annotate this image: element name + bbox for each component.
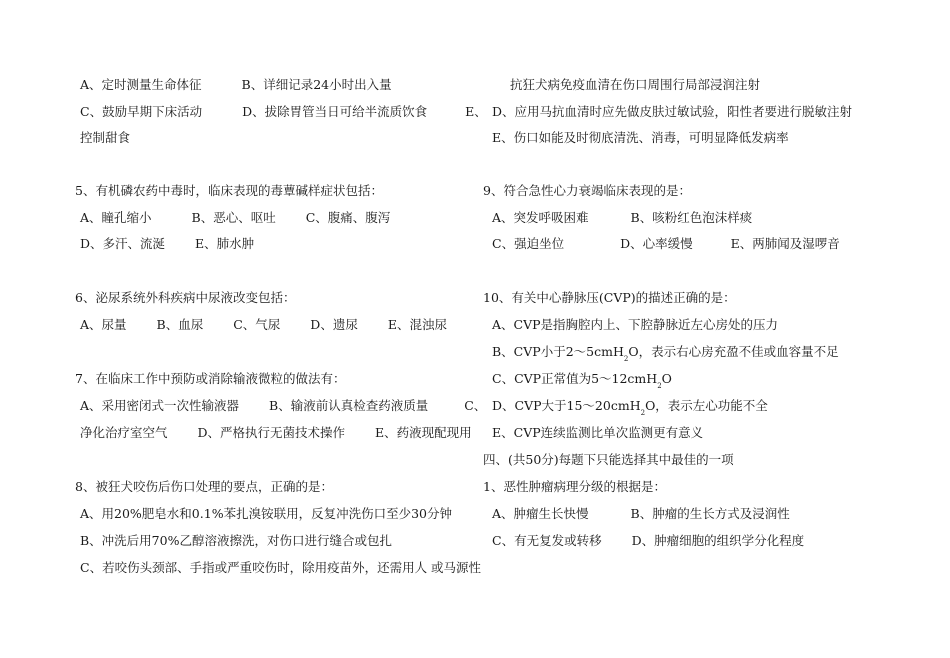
q6-option-a: A、尿量 xyxy=(80,317,127,332)
q9-stem: 9、符合急性心力衰竭临床表现的是： xyxy=(483,183,691,198)
q6-option-c: C、气尿 xyxy=(233,317,281,332)
q7-option-c: C、 xyxy=(464,398,487,413)
s4-q1-option-b: B、肿瘤的生长方式及浸润性 xyxy=(630,506,790,521)
q8-option-e: E、伤口如能及时彻底清洗、消毒，可明显降低发病率 xyxy=(492,130,789,145)
q9-options-row1 xyxy=(492,210,752,226)
q5-options-row2 xyxy=(80,236,254,252)
q6-option-b: B、血尿 xyxy=(156,317,204,332)
q5-options-row1 xyxy=(80,210,390,226)
q9-option-e: E、两肺闻及湿啰音 xyxy=(730,236,840,251)
q7-options-row2 xyxy=(80,425,472,441)
q4-option-b: B、详细记录24小时出入量 xyxy=(241,77,392,92)
q10-option-c-text-end: O xyxy=(661,371,672,386)
q4-option-a: A、定时测量生命体征 xyxy=(80,77,202,92)
q5-option-b: B、恶心、呕吐 xyxy=(191,210,276,225)
q8-option-d: D、应用马抗血清时应先做皮肤过敏试验，阳性者要进行脱敏注射 xyxy=(492,104,853,119)
q8-option-b: B、冲洗后用70%乙醇溶液擦洗，对伤口进行缝合或包扎 xyxy=(80,533,392,548)
s4-q1-options-row1 xyxy=(492,506,790,522)
q8-option-c-cont: 抗狂犬病免疫血清在伤口周围行局部浸润注射 xyxy=(510,77,761,92)
q7-stem: 7、在临床工作中预防或消除输液微粒的做法有： xyxy=(75,371,346,386)
q6-stem: 6、泌尿系统外科疾病中尿液改变包括： xyxy=(75,290,296,305)
q10-option-b-subscript: 2 xyxy=(623,355,629,363)
q10-option-c-text: C、CVP正常值为5～12cmH xyxy=(492,371,658,386)
q6-option-d: D、遗尿 xyxy=(310,317,358,332)
q10-option-b xyxy=(492,344,839,362)
s4-q1-stem: 1、恶性肿瘤病理分级的根据是： xyxy=(483,479,666,494)
s4-q1-option-d: D、肿瘤细胞的组织学分化程度 xyxy=(631,533,805,548)
q8-option-a: A、用20%肥皂水和0.1%苯扎溴铵联用，反复冲洗伤口至少30分钟 xyxy=(80,506,452,521)
q9-option-d: D、心率缓慢 xyxy=(620,236,693,251)
q4-option-d: D、拔除胃管当日可给半流质饮食 xyxy=(242,104,428,119)
q10-option-c xyxy=(492,371,672,389)
q8-option-c: C、若咬伤头颈部、手指或严重咬伤时，除用疫苗外，还需用人 或马源性 xyxy=(80,560,482,575)
q10-option-b-text-end: O，表示右心房充盈不佳或血容量不足 xyxy=(628,344,839,359)
q6-option-e: E、混浊尿 xyxy=(387,317,447,332)
q10-option-c-subscript: 2 xyxy=(657,382,662,390)
q7-option-a: A、采用密闭式一次性输液器 xyxy=(80,398,240,413)
q4-option-e-cont: 控制甜食 xyxy=(80,130,131,145)
q4-options-row2 xyxy=(80,104,487,120)
q6-options xyxy=(80,317,447,333)
q10-option-a: A、CVP是指胸腔内上、下腔静脉近左心房处的压力 xyxy=(492,317,779,332)
q4-options-row1 xyxy=(80,77,392,93)
q7-options-row1 xyxy=(80,398,486,414)
q4-option-c: C、鼓励早期下床活动 xyxy=(80,104,203,119)
q5-option-d: D、多汗、流涎 xyxy=(80,236,166,251)
q10-option-d-text: D、CVP大于15～20cmH xyxy=(492,398,641,413)
q9-option-c: C、强迫坐位 xyxy=(492,236,565,251)
q9-option-b: B、咳粉红色泡沫样痰 xyxy=(630,210,753,225)
q4-option-e: E、 xyxy=(465,104,487,119)
q10-option-b-text: B、CVP小于2～5cmH xyxy=(492,344,624,359)
q10-option-e: E、CVP连续监测比单次监测更有意义 xyxy=(492,425,704,440)
q5-option-a: A、瞳孔缩小 xyxy=(80,210,152,225)
q8-stem: 8、被狂犬咬伤后伤口处理的要点，正确的是： xyxy=(75,479,333,494)
q5-option-c: C、腹痛、腹泻 xyxy=(305,210,391,225)
q5-option-e: E、肺水肿 xyxy=(195,236,255,251)
section-four-heading: 四、(共50分)每题下只能选择其中最佳的一项 xyxy=(483,452,734,467)
q7-option-c-cont: 净化治疗室空气 xyxy=(80,425,168,440)
s4-q1-options-row2 xyxy=(492,533,804,549)
q7-option-b: B、输液前认真检查药液质量 xyxy=(269,398,429,413)
s4-q1-option-a: A、肿瘤生长快慢 xyxy=(492,506,589,521)
q7-option-e: E、药液现配现用 xyxy=(375,425,472,440)
q10-stem: 10、有关中心静脉压(CVP)的描述正确的是： xyxy=(483,290,736,305)
s4-q1-option-c: C、有无复发或转移 xyxy=(492,533,602,548)
q9-option-a: A、突发呼吸困难 xyxy=(492,210,589,225)
q7-option-d: D、严格执行无菌技术操作 xyxy=(197,425,346,440)
q10-option-d xyxy=(492,398,768,416)
q5-stem: 5、有机磷农药中毒时，临床表现的毒蕈碱样症状包括： xyxy=(75,183,383,198)
q10-option-d-subscript: 2 xyxy=(640,409,646,417)
q9-options-row2 xyxy=(492,236,840,252)
q10-option-d-text-end: O，表示左心功能不全 xyxy=(645,398,768,413)
